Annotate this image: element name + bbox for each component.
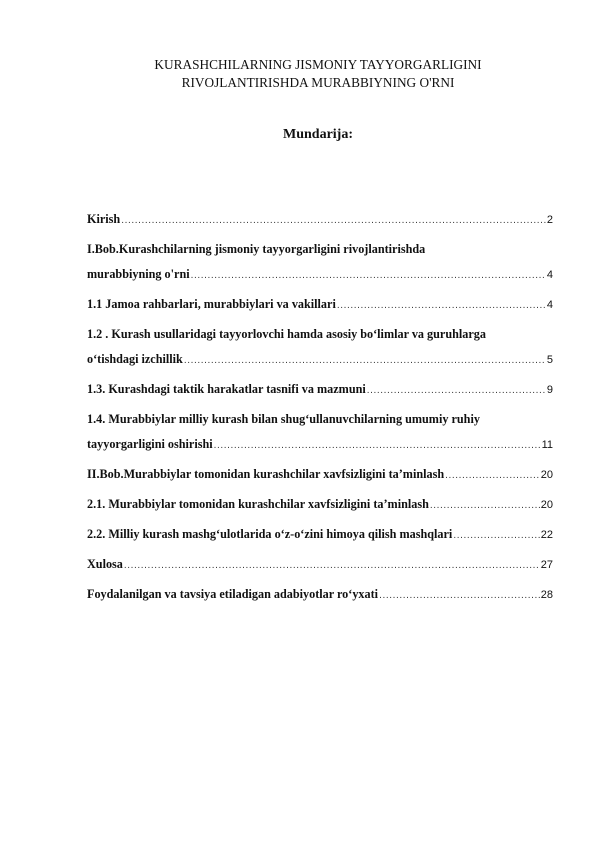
- toc-page-number: 20: [540, 469, 553, 481]
- dot-leader: [445, 463, 540, 488]
- toc-page-number: 11: [541, 439, 553, 451]
- dot-leader: [214, 433, 541, 458]
- toc-entry-2-1[interactable]: [87, 492, 553, 518]
- toc-entry-text-line-1: 1.4. Murabbiylar milliy kurash bilan shug‘ullanuvchilarning umumiy ruhiy: [87, 412, 480, 426]
- toc-entry-text-line-2: o‘tishdagi izchillik: [87, 352, 183, 366]
- toc-entry-text: Foydalanilgan va tavsiya etiladigan adabiyotlar ro‘yxati: [87, 587, 379, 601]
- toc-page-number: 2: [546, 214, 553, 226]
- toc-page-number: 5: [546, 354, 553, 366]
- dot-leader: [430, 493, 540, 518]
- table-of-contents: [87, 207, 553, 612]
- toc-entry-text-line-1: 1.2 . Kurash usullaridagi tayyorlovchi hamda asosiy bo‘limlar va guruhlarga: [87, 327, 486, 341]
- dot-leader: [367, 378, 546, 403]
- toc-entry-chapter-2[interactable]: [87, 462, 553, 488]
- toc-entry-text: 2.1. Murabbiylar tomonidan kurashchilar xavfsizligini ta’minlash: [87, 497, 429, 511]
- toc-page-number: 28: [540, 589, 553, 601]
- toc-entry-text-line-2: tayyorgarligini oshirishi: [87, 437, 213, 451]
- toc-entry-kirish[interactable]: [87, 207, 553, 233]
- toc-entry-text: 1.3. Kurashdagi taktik harakatlar tasnifi va mazmuni: [87, 382, 366, 396]
- toc-entry-text: Xulosa: [87, 557, 123, 571]
- dot-leader: [337, 293, 546, 318]
- toc-entry-1-1[interactable]: [87, 292, 553, 318]
- toc-entry-2-2[interactable]: [87, 522, 553, 548]
- toc-page-number: 4: [546, 299, 553, 311]
- toc-entry-text: 1.1 Jamoa rahbarlari, murabbiylari va vakillari: [87, 297, 336, 311]
- toc-entry-xulosa[interactable]: [87, 552, 553, 578]
- toc-entry-text-line-1: I.Bob.Kurashchilarning jismoniy tayyorgarligini rivojlantirishda: [87, 242, 426, 256]
- toc-page-number: 4: [546, 269, 553, 281]
- dot-leader: [453, 523, 539, 548]
- document-title-line-1: KURASHCHILARNING JISMONIY TAYYORGARLIGINI: [154, 57, 482, 72]
- document-title-line-2: RIVOJLANTIRISHDA MURABBIYNING O'RNI: [181, 75, 455, 90]
- toc-entry-text: Kirish: [87, 212, 121, 226]
- toc-entry-1-2[interactable]: [87, 322, 553, 373]
- toc-entry-bibliography[interactable]: [87, 582, 553, 608]
- toc-entry-text: II.Bob.Murabbiylar tomonidan kurashchilar xavfsizligini ta’minlash: [87, 467, 445, 481]
- toc-entry-text-line-2: murabbiyning o'rni: [87, 267, 190, 281]
- document-title: [60, 56, 576, 92]
- toc-entry-1-4[interactable]: [87, 407, 553, 458]
- dot-leader: [191, 263, 546, 288]
- toc-page-number: 22: [540, 529, 553, 541]
- dot-leader: [124, 553, 540, 578]
- dot-leader: [121, 208, 546, 233]
- toc-entry-1-3[interactable]: [87, 377, 553, 403]
- toc-page-number: 27: [540, 559, 553, 571]
- dot-leader: [184, 348, 546, 373]
- toc-page-number: 20: [540, 499, 553, 511]
- toc-entry-text: 2.2. Milliy kurash mashg‘ulotlarida o‘z-o‘zini himoya qilish mashqlari: [87, 527, 453, 541]
- toc-page-number: 9: [546, 384, 553, 396]
- toc-entry-chapter-1[interactable]: [87, 237, 553, 288]
- dot-leader: [379, 583, 540, 608]
- toc-heading: Mundarija:: [283, 127, 353, 142]
